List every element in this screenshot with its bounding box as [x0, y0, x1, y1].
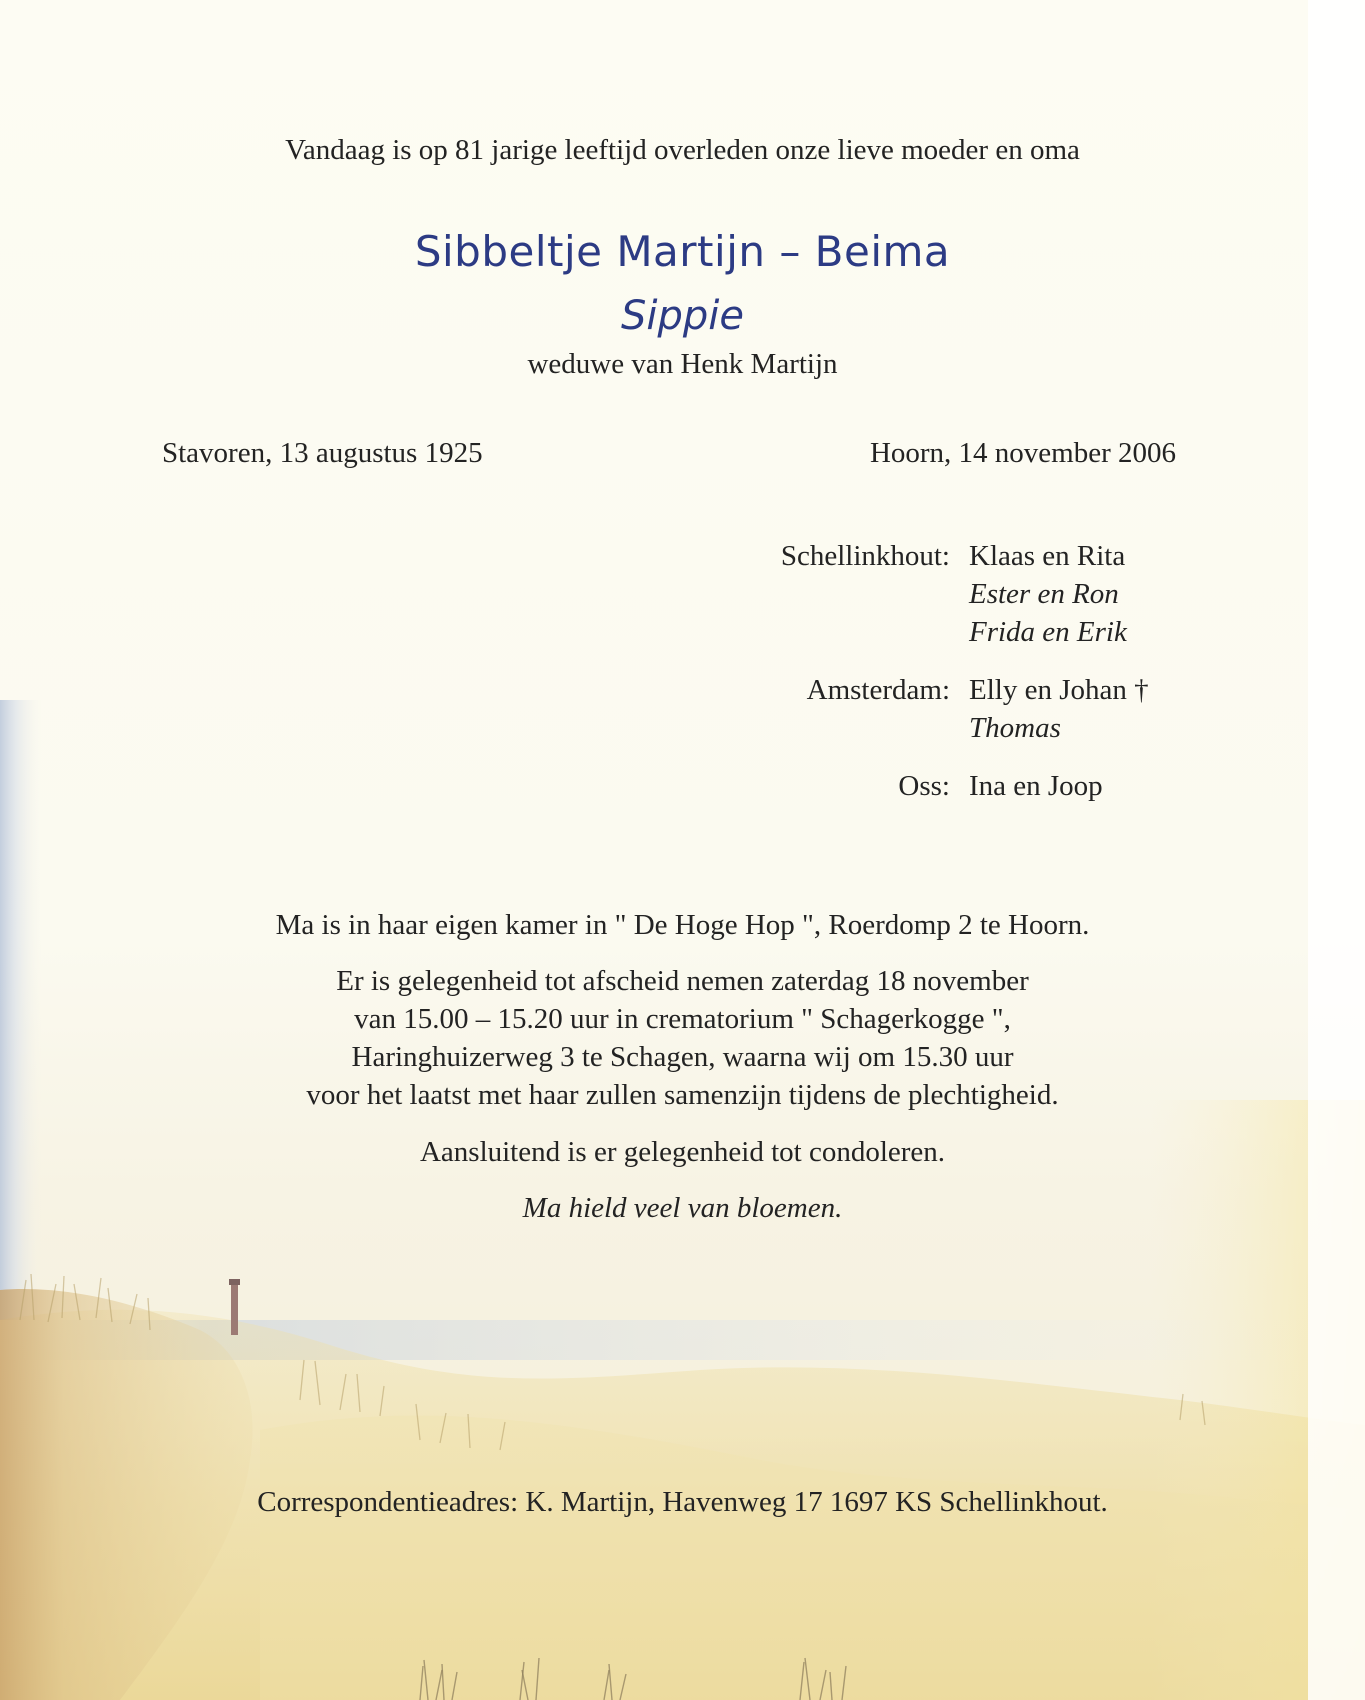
farewell-line: voor het laatst met haar zullen samenzijn tijdens de plechtigheid.	[306, 1079, 1059, 1111]
farewell-line: van 15.00 – 15.20 uur in crematorium " Schagerkogge ",	[354, 1003, 1011, 1035]
family-member: Ester en Ron	[969, 578, 1119, 610]
death-place-date: Hoorn, 14 november 2006	[869, 437, 1176, 469]
flowers-note: Ma hield veel van bloemen.	[522, 1192, 843, 1224]
deceased-name: Sibbeltje Martijn – Beima	[414, 227, 951, 276]
widow-of-text: weduwe van Henk Martijn	[527, 348, 838, 380]
family-member: Klaas en Rita	[969, 540, 1126, 572]
intro-text: Vandaag is op 81 jarige leeftijd overleden onze lieve moeder en oma	[285, 134, 1080, 166]
family-member: Frida en Erik	[969, 616, 1127, 648]
family-member: Ina en Joop	[969, 770, 1103, 802]
viewing-location-text: Ma is in haar eigen kamer in " De Hoge Hop ", Roerdomp 2 te Hoorn.	[275, 909, 1090, 941]
family-place: Schellinkhout:	[780, 540, 950, 572]
family-place: Amsterdam:	[806, 674, 950, 706]
farewell-line: Haringhuizerweg 3 te Schagen, waarna wij om 15.30 uur	[351, 1041, 1014, 1073]
deceased-nickname: Sippie	[620, 293, 744, 339]
family-place: Oss:	[898, 770, 950, 802]
birth-place-date: Stavoren, 13 augustus 1925	[162, 437, 483, 469]
condolences-text: Aansluitend is er gelegenheid tot condoleren.	[419, 1136, 946, 1168]
family-member: Thomas	[969, 712, 1061, 744]
correspondence-address: Correspondentieadres: K. Martijn, Havenweg 17 1697 KS Schellinkhout.	[257, 1486, 1108, 1518]
family-member: Elly en Johan †	[969, 674, 1149, 706]
farewell-line: Er is gelegenheid tot afscheid nemen zaterdag 18 november	[336, 965, 1029, 997]
